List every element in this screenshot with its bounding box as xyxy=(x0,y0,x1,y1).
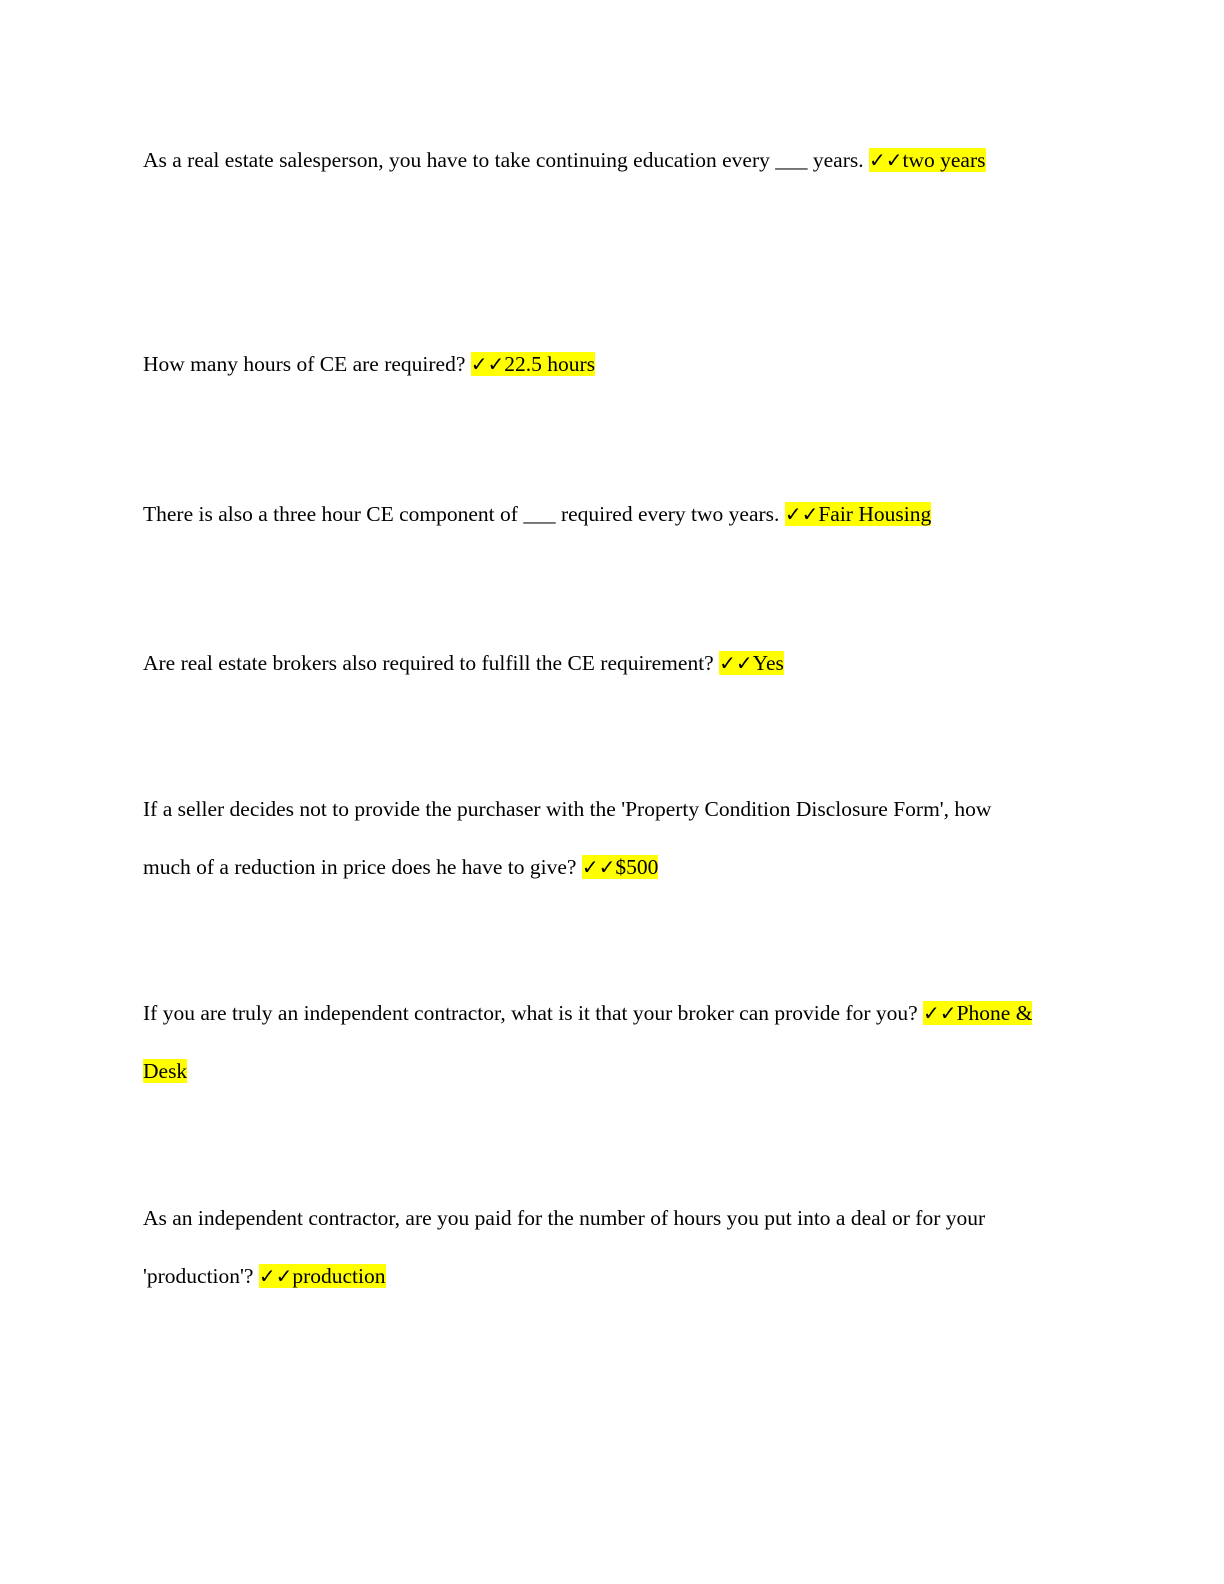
qa-item xyxy=(143,131,1043,189)
answer-text: Phone & Desk xyxy=(143,1001,1033,1083)
answer-highlight xyxy=(471,352,595,376)
question-text: If a seller decides not to provide the purchaser with the 'Property Condition Disclosure Form', how much of a reduction in price does he have to give? xyxy=(143,797,992,879)
question-text: There is also a three hour CE component of ___ required every two years. xyxy=(143,502,780,526)
answer-text: Fair Housing xyxy=(818,502,932,526)
question-text: Are real estate brokers also required to fulfill the CE requirement? xyxy=(143,651,714,675)
answer-highlight xyxy=(582,855,659,879)
answer-highlight xyxy=(869,148,986,172)
question-text: How many hours of CE are required? xyxy=(143,352,466,376)
double-check-icon: ✓✓ xyxy=(470,352,505,376)
double-check-icon: ✓✓ xyxy=(923,1001,957,1025)
answer-highlight xyxy=(785,502,931,526)
question-text: If you are truly an independent contractor, what is it that your broker can provide for you? xyxy=(143,1001,918,1025)
answer-highlight xyxy=(259,1264,386,1288)
answer-text: Yes xyxy=(752,651,784,675)
question-text: As an independent contractor, are you paid for the number of hours you put into a deal or for your 'production'? xyxy=(143,1206,986,1288)
double-check-icon: ✓✓ xyxy=(784,502,819,526)
answer-text: 22.5 hours xyxy=(504,352,596,376)
qa-item xyxy=(143,335,1043,393)
double-check-icon: ✓✓ xyxy=(719,651,753,675)
qa-item xyxy=(143,1189,1043,1305)
answer-highlight xyxy=(719,651,784,675)
double-check-icon: ✓✓ xyxy=(868,148,903,172)
double-check-icon: ✓✓ xyxy=(581,855,616,879)
qa-item xyxy=(143,485,1043,543)
answer-text: $500 xyxy=(615,855,659,879)
double-check-icon: ✓✓ xyxy=(258,1264,293,1288)
question-text: As a real estate salesperson, you have to take continuing education every ___ years. xyxy=(143,148,864,172)
qa-item xyxy=(143,634,1043,692)
answer-text: two years xyxy=(902,148,986,172)
qa-item xyxy=(143,984,1043,1100)
qa-item xyxy=(143,780,1043,896)
answer-text: production xyxy=(292,1264,386,1288)
